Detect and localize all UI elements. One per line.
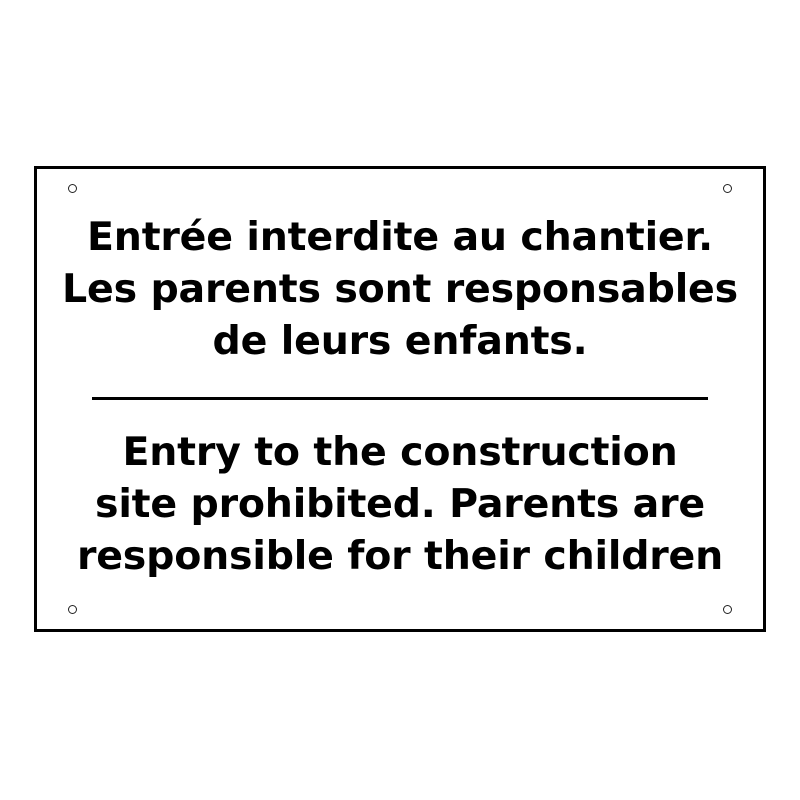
english-line-3: responsible for their children: [76, 533, 724, 579]
french-line-2: Les parents sont responsables: [62, 266, 738, 312]
french-line-3: de leurs enfants.: [212, 318, 588, 364]
english-message: [51, 426, 749, 582]
screw-hole-bottom-left-icon: [68, 605, 77, 614]
english-line-2: site prohibited. Parents are: [95, 481, 705, 527]
sign-content: [37, 211, 763, 582]
english-line-1: Entry to the construction: [122, 429, 678, 475]
french-message: [51, 211, 749, 367]
safety-sign-panel: [34, 166, 766, 632]
screw-hole-top-left-icon: [68, 184, 77, 193]
screw-hole-top-right-icon: [723, 184, 732, 193]
horizontal-divider: [92, 397, 708, 400]
screw-hole-bottom-right-icon: [723, 605, 732, 614]
french-line-1: Entrée interdite au chantier.: [87, 214, 713, 260]
